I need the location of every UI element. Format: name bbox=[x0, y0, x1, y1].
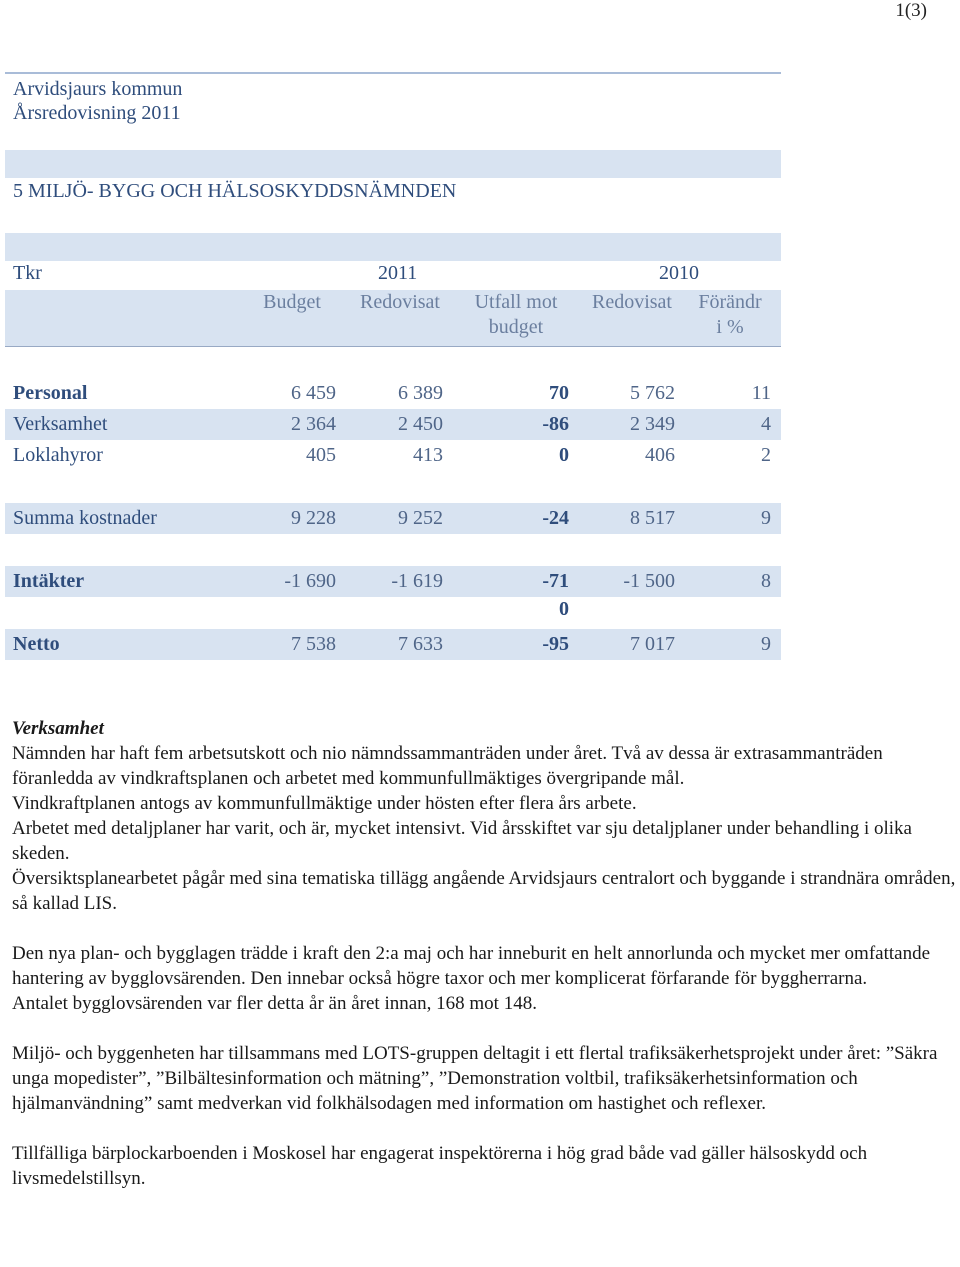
cell-budget: 405 bbox=[306, 444, 336, 466]
page-number: 1(3) bbox=[895, 0, 927, 21]
cell-redovisat-2011: 6 389 bbox=[398, 382, 443, 404]
row-label: Personal bbox=[13, 382, 88, 404]
cell-redovisat-2010: 406 bbox=[645, 444, 675, 466]
col-header-forandr-line2: i % bbox=[716, 316, 744, 338]
cell-redovisat-2010: 5 762 bbox=[630, 382, 675, 404]
paragraph: Nämnden har haft fem arbetsutskott och nio nämndssammanträden under året. Två av dessa är extrasammanträden föranledda av vindkraftsplanen och arbetet med kommunfullmäktiges övergripande mål. bbox=[12, 743, 883, 789]
cell-forandr: 2 bbox=[761, 444, 771, 466]
year-2011-header: 2011 bbox=[378, 262, 418, 284]
table-row-netto bbox=[5, 629, 781, 660]
cell-utfall: -86 bbox=[542, 413, 569, 435]
table-row-summa-kostnader bbox=[5, 503, 781, 534]
cell-redovisat-2010: 2 349 bbox=[630, 413, 675, 435]
cell-budget: 2 364 bbox=[291, 413, 336, 435]
paragraph: Arbetet med detaljplaner har varit, och är, mycket intensivt. Vid årsskiftet var sju detaljplaner under behandling i olika skeden. bbox=[12, 818, 912, 864]
document-header bbox=[5, 72, 781, 124]
cell-budget: 9 228 bbox=[291, 507, 336, 529]
table-row-loklahyror bbox=[5, 440, 781, 471]
cell-forandr: 9 bbox=[761, 633, 771, 655]
cell-redovisat-2010: 7 017 bbox=[630, 633, 675, 655]
col-header-utfall-line1: Utfall mot bbox=[474, 291, 558, 313]
section-title: 5 MILJÖ- BYGG OCH HÄLSOSKYDDSNÄMNDEN bbox=[13, 180, 457, 202]
table-header-band bbox=[5, 233, 781, 261]
col-header-redovisat-2010: Redovisat bbox=[592, 291, 672, 313]
cell-redovisat-2010: 8 517 bbox=[630, 507, 675, 529]
cell-forandr: 9 bbox=[761, 507, 771, 529]
cell-budget: -1 690 bbox=[284, 570, 336, 592]
paragraph: Miljö- och byggenheten har tillsammans med LOTS-gruppen deltagit i ett flertal trafiksäkerhetsprojekt under året: ”Säkra unga mopedister”, ”Bilbältesinformation och mätning”, ”Demonstration voltbil, trafiksäkerhetsinformation och hjälmanvändning” samt medverkan vid folkhälsodagen med information om hastighet och reflexer. bbox=[12, 1043, 938, 1114]
body-heading: Verksamhet bbox=[12, 718, 104, 739]
paragraph: Den nya plan- och bygglagen trädde i kraft den 2:a maj och har inneburit en helt annorlunda och mycket mer omfattande hantering av bygglovsärenden. Den innebar också högre taxor och mer komplicerat förfarande för byggherrarna. bbox=[12, 943, 931, 989]
cell-redovisat-2011: 7 633 bbox=[398, 633, 443, 655]
paragraph: Översiktsplanearbetet pågår med sina tematiska tillägg angående Arvidsjaurs centralort och byggande i strandnära områden, så kallad LIS. bbox=[12, 868, 956, 914]
cell-forandr: 8 bbox=[761, 570, 771, 592]
cell-utfall: -71 bbox=[542, 570, 569, 592]
organization-name: Arvidsjaurs kommun bbox=[13, 78, 183, 100]
section-band bbox=[5, 150, 781, 178]
col-header-forandr-line1: Förändr bbox=[698, 291, 762, 313]
row-label: Verksamhet bbox=[13, 413, 108, 435]
row-label: Summa kostnader bbox=[13, 507, 157, 529]
utfall-extra-value: 0 bbox=[559, 598, 569, 620]
cell-redovisat-2010: -1 500 bbox=[623, 570, 675, 592]
col-header-utfall-line2: budget bbox=[488, 316, 544, 338]
unit-label: Tkr bbox=[13, 262, 42, 284]
cell-utfall: 70 bbox=[549, 382, 569, 404]
table-row-intakter bbox=[5, 566, 781, 597]
paragraph: Tillfälliga bärplockarboenden i Moskosel har engagerat inspektörerna i hög grad både vad gäller hälsoskydd och livsmedelstillsyn. bbox=[12, 1143, 868, 1189]
col-header-forandr bbox=[692, 290, 768, 340]
paragraph: Antalet bygglovsärenden var fler detta år än året innan, 168 mot 148. bbox=[12, 993, 537, 1014]
table-row-verksamhet bbox=[5, 409, 781, 440]
body-text bbox=[12, 716, 958, 1191]
header-rule bbox=[5, 346, 781, 347]
cell-utfall: 0 bbox=[559, 444, 569, 466]
cell-budget: 6 459 bbox=[291, 382, 336, 404]
cell-forandr: 11 bbox=[751, 382, 771, 404]
cell-utfall: -24 bbox=[542, 507, 569, 529]
table-row-personal bbox=[5, 378, 781, 409]
cell-redovisat-2011: 9 252 bbox=[398, 507, 443, 529]
cell-utfall: -95 bbox=[542, 633, 569, 655]
paragraph: Vindkraftplanen antogs av kommunfullmäktige under hösten efter flera års arbete. bbox=[12, 793, 637, 814]
cell-redovisat-2011: 2 450 bbox=[398, 413, 443, 435]
cell-redovisat-2011: 413 bbox=[413, 444, 443, 466]
row-label: Loklahyror bbox=[13, 444, 103, 466]
year-2010-header: 2010 bbox=[659, 262, 699, 284]
col-header-redovisat-2011: Redovisat bbox=[360, 291, 440, 313]
row-label: Netto bbox=[13, 633, 60, 655]
cell-redovisat-2011: -1 619 bbox=[391, 570, 443, 592]
cell-forandr: 4 bbox=[761, 413, 771, 435]
row-label: Intäkter bbox=[13, 570, 85, 592]
col-header-utfall bbox=[466, 290, 566, 340]
col-header-budget: Budget bbox=[263, 291, 321, 313]
report-title: Årsredovisning 2011 bbox=[13, 102, 181, 124]
cell-budget: 7 538 bbox=[291, 633, 336, 655]
